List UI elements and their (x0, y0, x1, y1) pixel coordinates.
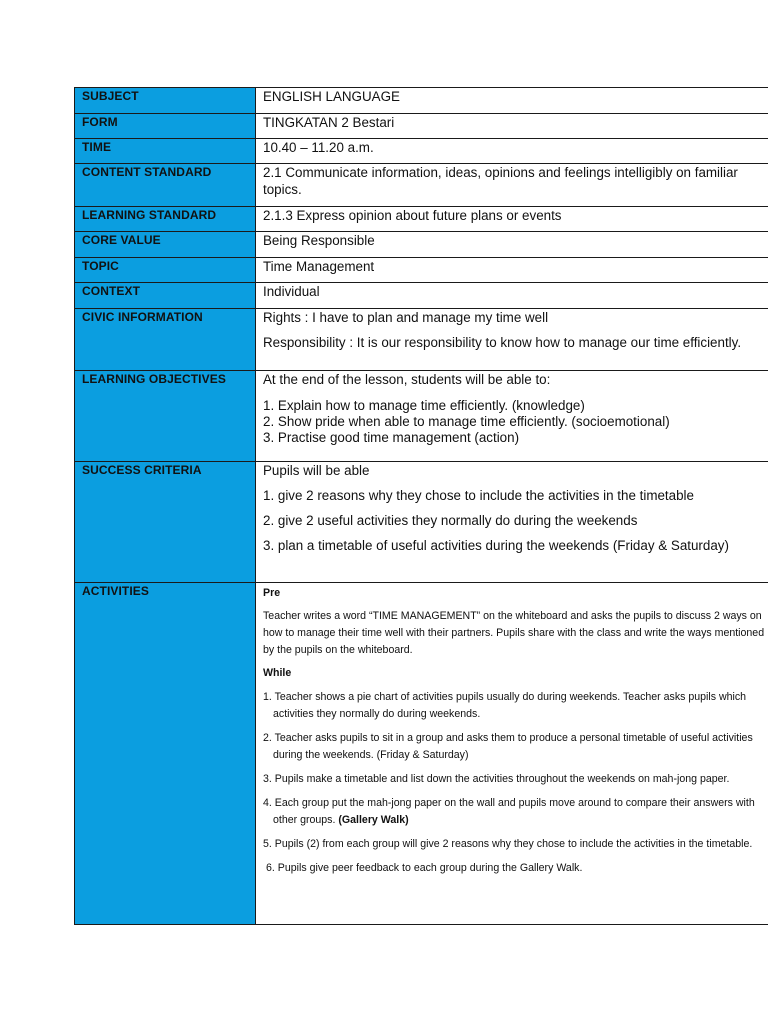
value-topic: Time Management (256, 258, 768, 283)
label-form: FORM (75, 114, 256, 139)
value-form: TINGKATAN 2 Bestari (256, 114, 768, 139)
label-time: TIME (75, 139, 256, 164)
step4-text: 4. Each group put the mah-jong paper on the wall and pupils move around to compare their answers with other groups. (263, 797, 755, 826)
row-form (75, 114, 768, 139)
row-activities (75, 583, 768, 925)
row-context (75, 283, 768, 309)
label-success-criteria: SUCCESS CRITERIA (75, 462, 256, 583)
activity-step-5: 5. Pupils (2) from each group will give 2 reasons why they chose to include the activities in the timetable. (263, 838, 753, 850)
row-topic (75, 258, 768, 283)
criteria-item: 3. plan a timetable of useful activities during the weekends (Friday & Saturday) (263, 538, 729, 553)
label-core-value: CORE VALUE (75, 232, 256, 258)
label-subject: SUBJECT (75, 88, 256, 114)
row-core-value (75, 232, 768, 258)
row-subject (75, 88, 768, 114)
activity-step: 2. Teacher asks pupils to sit in a group and asks them to produce a personal timetable of useful activities during the weekends. (Friday & Saturday) (263, 732, 753, 761)
value-civic-information (256, 309, 768, 371)
objective-item: 2. Show pride when able to manage time efficiently. (socioemotional) (263, 414, 670, 429)
label-learning-standard: LEARNING STANDARD (75, 207, 256, 232)
value-core-value: Being Responsible (256, 232, 768, 258)
civic-rights: Rights : I have to plan and manage my time well (263, 310, 549, 325)
value-success-criteria (256, 462, 768, 583)
value-learning-standard: 2.1.3 Express opinion about future plans or events (256, 207, 768, 232)
lesson-plan-table (74, 87, 768, 925)
row-content-standard (75, 164, 768, 207)
objective-item: 3. Practise good time management (action) (263, 430, 520, 445)
activity-step-4 (263, 795, 768, 829)
objectives-list (263, 398, 768, 446)
gallery-walk-label: (Gallery Walk) (338, 814, 409, 826)
activity-step: 1. Teacher shows a pie chart of activities pupils usually do during weekends. Teacher asks pupils which activities they normally do during weekends. (263, 691, 747, 720)
value-subject: ENGLISH LANGUAGE (256, 88, 768, 114)
label-context: CONTEXT (75, 283, 256, 309)
label-content-standard: CONTENT STANDARD (75, 164, 256, 207)
row-learning-standard (75, 207, 768, 232)
value-activities (256, 583, 768, 925)
pre-heading: Pre (263, 587, 281, 599)
objectives-intro: At the end of the lesson, students will be able to: (263, 372, 551, 387)
row-success-criteria (75, 462, 768, 583)
value-context: Individual (256, 283, 768, 309)
value-content-standard: 2.1 Communicate information, ideas, opinions and feelings intelligibly on familiar topics. (256, 164, 768, 207)
row-time (75, 139, 768, 164)
objective-item: 1. Explain how to manage time efficiently. (knowledge) (263, 398, 585, 413)
label-civic-information: CIVIC INFORMATION (75, 309, 256, 371)
activity-step-6: 6. Pupils give peer feedback to each group during the Gallery Walk. (266, 862, 583, 874)
value-time: 10.40 – 11.20 a.m. (256, 139, 768, 164)
row-learning-objectives (75, 371, 768, 462)
label-activities: ACTIVITIES (75, 583, 256, 925)
civic-responsibility: Responsibility : It is our responsibility to know how to manage our time efficiently. (263, 335, 742, 350)
value-learning-objectives (256, 371, 768, 462)
criteria-item: 2. give 2 useful activities they normally do during the weekends (263, 513, 638, 528)
row-civic-information (75, 309, 768, 371)
label-topic: TOPIC (75, 258, 256, 283)
while-heading: While (263, 667, 292, 679)
pre-text: Teacher writes a word “TIME MANAGEMENT” on the whiteboard and asks the pupils to discuss 2 ways on how to manage their time well with their partners. Pupils share with the class and write the ways mentioned by the pupils on the whiteboard. (263, 610, 765, 656)
label-learning-objectives: LEARNING OBJECTIVES (75, 371, 256, 462)
activity-step: 3. Pupils make a timetable and list down the activities throughout the weekends on mah-jong paper. (263, 773, 730, 785)
criteria-item: 1. give 2 reasons why they chose to include the activities in the timetable (263, 488, 694, 503)
criteria-intro: Pupils will be able (263, 463, 370, 478)
